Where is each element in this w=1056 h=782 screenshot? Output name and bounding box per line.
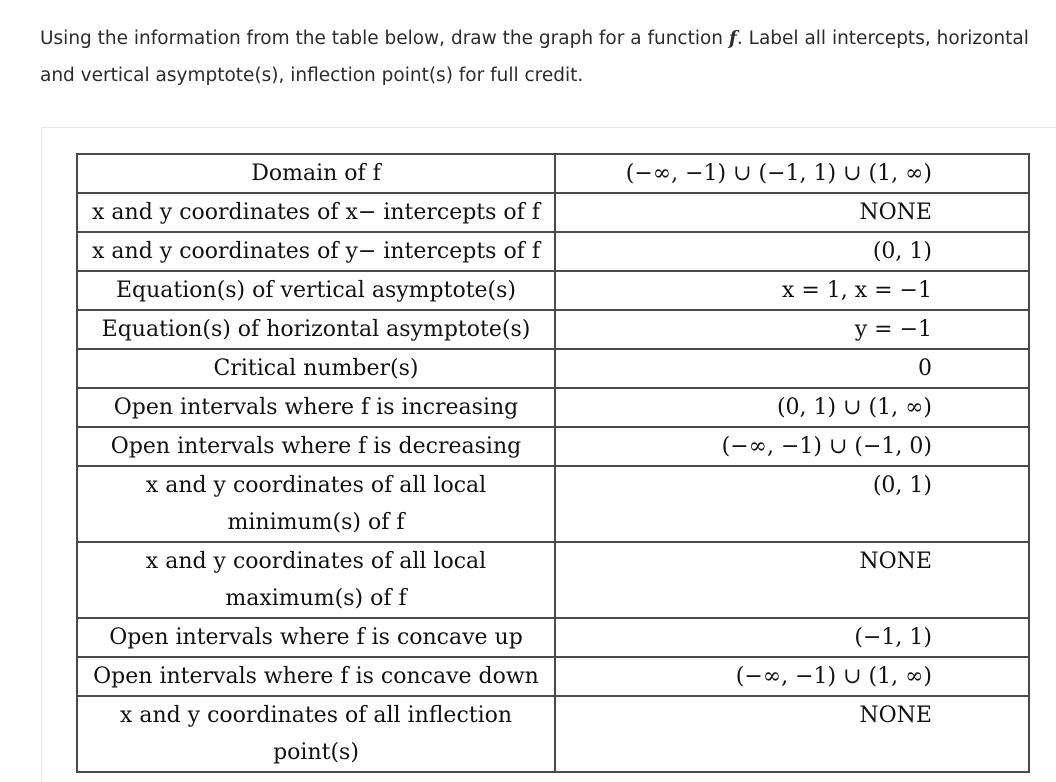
- value-cell: NONE: [555, 193, 1029, 232]
- question-text-after: . Label all intercepts, horizontal and vertical asymptote(s), inflection point(s) for full credit.: [40, 28, 1029, 86]
- table-row: [77, 271, 1029, 310]
- table-row: [77, 542, 1029, 618]
- table-row: [77, 154, 1029, 193]
- value-cell: (−∞, −1) ∪ (−1, 0): [555, 427, 1029, 466]
- function-info-table: [76, 153, 1030, 773]
- table-row: [77, 657, 1029, 696]
- question-text-before: Using the information from the table below, draw the graph for a function: [40, 28, 729, 49]
- property-cell: x and y coordinates of all inflection point(s): [77, 696, 555, 772]
- table-row: [77, 388, 1029, 427]
- value-cell: (0, 1): [555, 232, 1029, 271]
- value-cell: (−∞, −1) ∪ (−1, 1) ∪ (1, ∞): [555, 154, 1029, 193]
- value-cell: (0, 1): [555, 466, 1029, 542]
- value-cell: x = 1, x = −1: [555, 271, 1029, 310]
- table-row: [77, 232, 1029, 271]
- value-cell: NONE: [555, 696, 1029, 772]
- value-cell: NONE: [555, 542, 1029, 618]
- table-row: [77, 466, 1029, 542]
- table-row: [77, 427, 1029, 466]
- table-row: [77, 349, 1029, 388]
- property-cell: Open intervals where f is decreasing: [77, 427, 555, 466]
- property-cell: Domain of f: [77, 154, 555, 193]
- property-cell: Open intervals where f is concave up: [77, 618, 555, 657]
- value-cell: (−∞, −1) ∪ (1, ∞): [555, 657, 1029, 696]
- property-cell: Open intervals where f is concave down: [77, 657, 555, 696]
- property-cell: x and y coordinates of y− intercepts of f: [77, 232, 555, 271]
- table-row: [77, 310, 1029, 349]
- property-cell: x and y coordinates of x− intercepts of f: [77, 193, 555, 232]
- property-cell: x and y coordinates of all local maximum(s) of f: [77, 542, 555, 618]
- table-row: [77, 193, 1029, 232]
- property-cell: x and y coordinates of all local minimum(s) of f: [77, 466, 555, 542]
- property-cell: Equation(s) of horizontal asymptote(s): [77, 310, 555, 349]
- value-cell: 0: [555, 349, 1029, 388]
- value-cell: (−1, 1): [555, 618, 1029, 657]
- table-row: [77, 696, 1029, 772]
- value-cell: y = −1: [555, 310, 1029, 349]
- question-text: [40, 20, 1040, 94]
- value-cell: (0, 1) ∪ (1, ∞): [555, 388, 1029, 427]
- table-row: [77, 618, 1029, 657]
- property-cell: Open intervals where f is increasing: [77, 388, 555, 427]
- property-cell: Equation(s) of vertical asymptote(s): [77, 271, 555, 310]
- function-symbol: f: [728, 28, 737, 49]
- property-cell: Critical number(s): [77, 349, 555, 388]
